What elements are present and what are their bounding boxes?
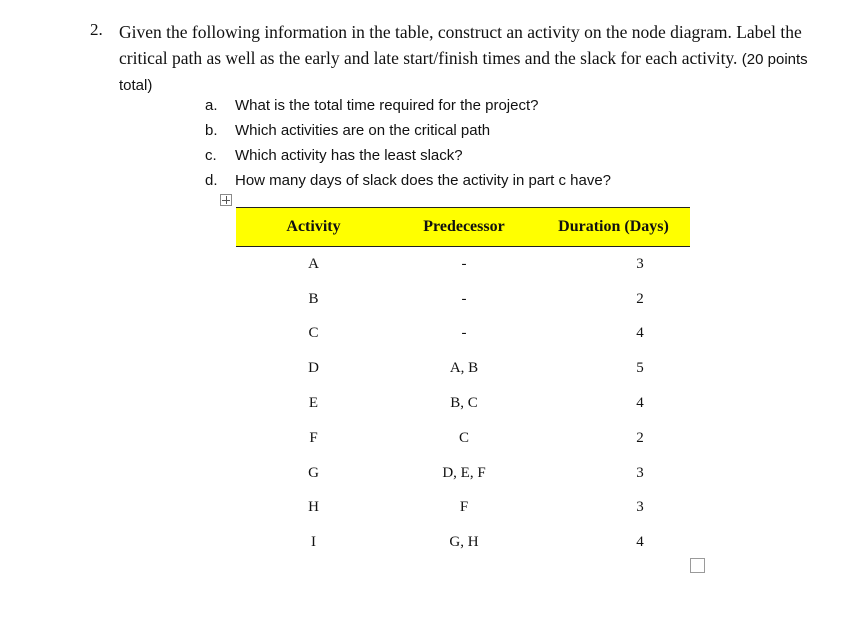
subquestion-letter: c.	[205, 147, 217, 164]
cell-duration: 3	[636, 255, 644, 272]
question-body: Given the following information in the table, construct an activity on the node diagram. Label the critical path as well as the early and late start/finish times and the slack for each activity.	[119, 22, 802, 68]
table-row	[236, 421, 690, 456]
cell-activity: C	[308, 325, 319, 342]
cell-predecessor: A, B	[449, 360, 479, 377]
table-row	[236, 386, 690, 421]
cell-activity: D	[308, 360, 319, 377]
question-points: (20 points total)	[119, 50, 808, 94]
table-row	[236, 525, 690, 560]
cell-duration: 4	[636, 534, 644, 551]
checkbox-icon[interactable]	[690, 558, 705, 573]
cell-duration: 4	[636, 395, 644, 412]
subquestion-b	[205, 120, 765, 145]
cell-activity: I	[311, 534, 316, 551]
cell-predecessor: -	[461, 255, 467, 272]
subquestion-text: Which activities are on the critical path	[235, 122, 491, 139]
table-row	[236, 282, 690, 317]
cell-predecessor: B, C	[450, 395, 478, 412]
cell-activity: E	[308, 395, 319, 412]
cell-duration: 2	[636, 290, 644, 307]
table-row	[236, 491, 690, 526]
table-row	[236, 351, 690, 386]
header-activity: Activity	[236, 208, 391, 247]
subquestion-d	[205, 170, 765, 195]
question-text	[119, 20, 819, 99]
subquestion-text: What is the total time required for the project?	[235, 97, 539, 114]
cell-predecessor: F	[459, 499, 469, 516]
cell-activity: B	[308, 290, 319, 307]
cell-activity: G	[308, 464, 319, 481]
subquestion-list	[205, 95, 765, 195]
cell-predecessor: -	[461, 290, 467, 307]
subquestion-text: How many days of slack does the activity in part c have?	[235, 172, 612, 189]
move-table-icon[interactable]	[220, 194, 232, 206]
cell-duration: 3	[636, 464, 644, 481]
table-header-row	[236, 208, 690, 247]
cell-predecessor: -	[461, 325, 467, 342]
table-row	[236, 247, 690, 282]
subquestion-letter: a.	[205, 97, 218, 114]
subquestion-c	[205, 145, 765, 170]
cell-duration: 2	[636, 429, 644, 446]
subquestion-letter: d.	[205, 172, 218, 189]
cell-duration: 3	[636, 499, 644, 516]
subquestion-a	[205, 95, 765, 120]
header-predecessor: Predecessor	[391, 208, 537, 247]
table-row	[236, 456, 690, 491]
subquestion-letter: b.	[205, 122, 218, 139]
header-duration: Duration (Days)	[537, 208, 690, 247]
cell-predecessor: G, H	[449, 534, 479, 551]
activity-table	[236, 207, 690, 560]
cell-predecessor: D, E, F	[442, 464, 486, 481]
question-number: 2.	[90, 20, 103, 39]
cell-predecessor: C	[458, 429, 469, 446]
subquestion-text: Which activity has the least slack?	[235, 147, 463, 164]
cell-duration: 5	[636, 360, 644, 377]
cell-activity: A	[308, 255, 319, 272]
cell-duration: 4	[636, 325, 644, 342]
cell-activity: H	[308, 499, 319, 516]
cell-activity: F	[309, 429, 318, 446]
table-row	[236, 317, 690, 352]
